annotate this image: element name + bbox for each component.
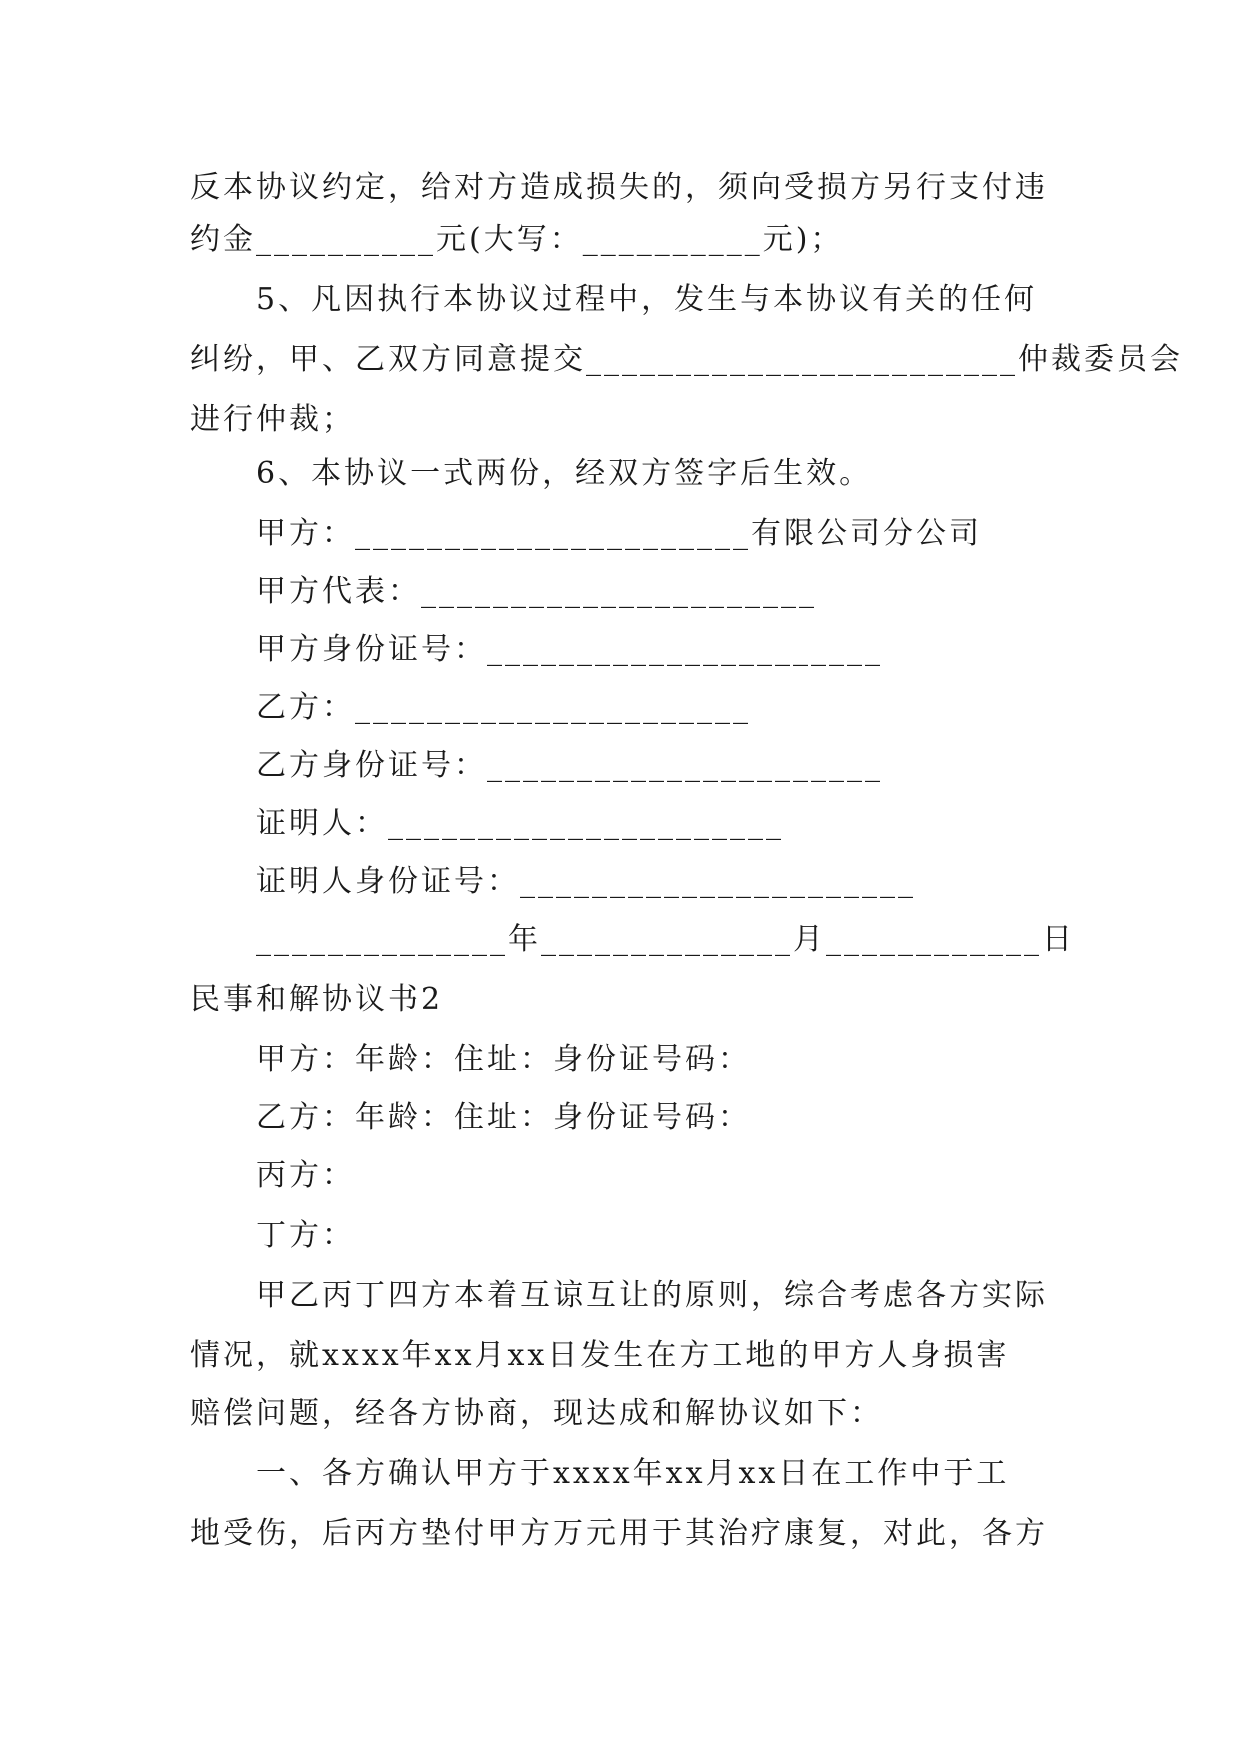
clause-5-line: 5、凡因执行本协议过程中，发生与本协议有关的任何 xyxy=(256,282,1038,317)
party-a-representative-field: 甲方代表：______________________ xyxy=(256,574,817,609)
paragraph-line: 进行仲裁； xyxy=(190,402,355,437)
party-a-id-field: 甲方身份证号：______________________ xyxy=(256,632,883,667)
paragraph-line: 一、各方确认甲方于xxxx年xx月xx日在工作中于工 xyxy=(256,1456,1010,1491)
section-title: 民事和解协议书2 xyxy=(190,982,444,1017)
paragraph-line: 甲乙丙丁四方本着互谅互让的原则，综合考虑各方实际 xyxy=(256,1278,1048,1313)
paragraph-line: 地受伤，后丙方垫付甲方万元用于其治疗康复，对此，各方 xyxy=(190,1516,1048,1551)
party-b-id-field: 乙方身份证号：______________________ xyxy=(256,748,883,783)
party-d-info: 丁方： xyxy=(256,1218,355,1253)
party-c-info: 丙方： xyxy=(256,1158,355,1193)
date-field: ______________年______________月____________日 xyxy=(256,922,1075,957)
paragraph-line: 反本协议约定，给对方造成损失的，须向受损方另行支付违 xyxy=(190,170,1048,205)
paragraph-line: 约金__________元(大写：__________元)； xyxy=(190,222,844,257)
paragraph-line: 纠纷，甲、乙双方同意提交________________________仲裁委员会 xyxy=(190,342,1183,377)
paragraph-line: 赔偿问题，经各方协商，现达成和解协议如下： xyxy=(190,1396,883,1431)
party-a-info: 甲方：年龄：住址：身份证号码： xyxy=(256,1042,751,1077)
paragraph-line: 情况，就xxxx年xx月xx日发生在方工地的甲方人身损害 xyxy=(190,1338,1010,1373)
party-b-field: 乙方：______________________ xyxy=(256,690,751,725)
party-a-field: 甲方：______________________有限公司分公司 xyxy=(256,516,982,551)
party-b-info: 乙方：年龄：住址：身份证号码： xyxy=(256,1100,751,1135)
witness-id-field: 证明人身份证号：______________________ xyxy=(256,864,916,899)
witness-field: 证明人：______________________ xyxy=(256,806,784,841)
clause-6-line: 6、本协议一式两份，经双方签字后生效。 xyxy=(256,456,873,491)
